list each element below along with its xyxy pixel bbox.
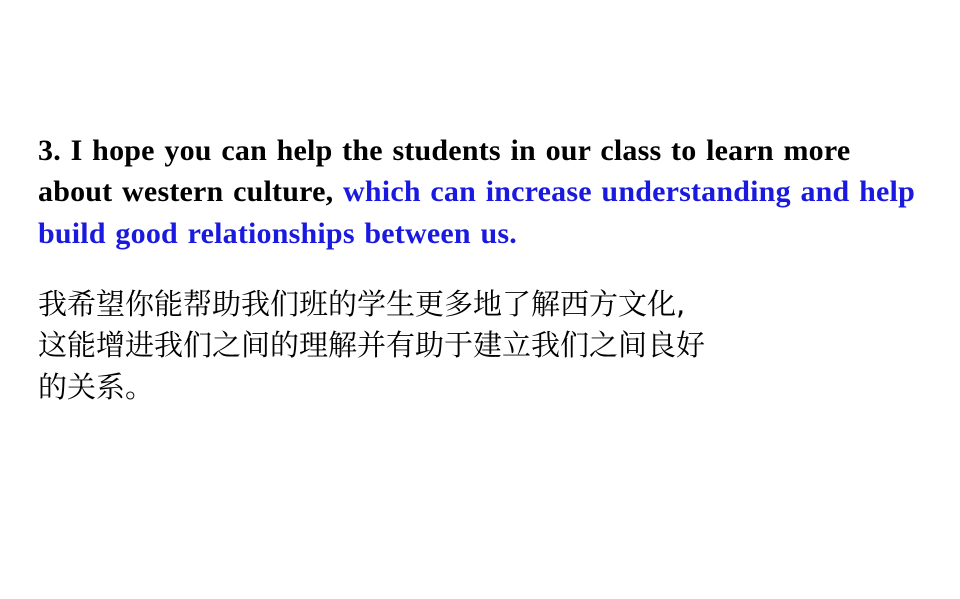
chinese-translation: [38, 284, 920, 408]
item-number: 3.: [38, 134, 61, 167]
english-sentence: [38, 130, 920, 254]
chinese-line: 的关系。: [38, 369, 155, 404]
english-blue-clause: which can increase understanding and help build good relationships between us.: [38, 175, 915, 250]
chinese-line: 这能增进我们之间的理解并有助于建立我们之间良好: [38, 328, 706, 363]
english-black-clause: I hope you can help the students in our class to learn more about western culture,: [38, 134, 851, 209]
chinese-line: 我希望你能帮助我们班的学生更多地了解西方文化,: [38, 287, 686, 322]
